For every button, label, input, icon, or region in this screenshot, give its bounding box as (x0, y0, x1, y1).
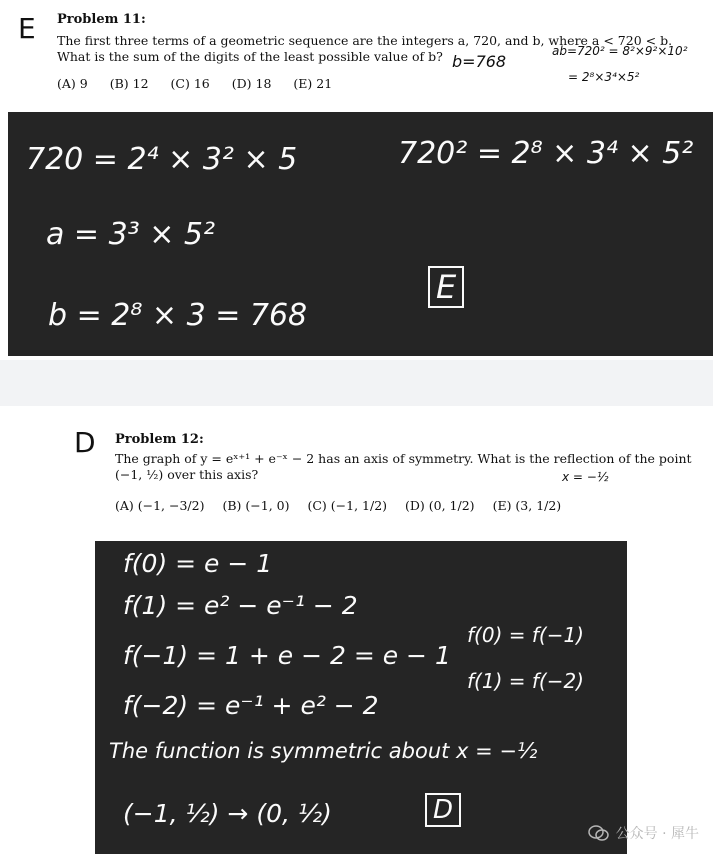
choice-d: (D) (0, 1/2) (405, 498, 475, 513)
board1-line-1: 720 = 2⁴ × 3² × 5 (26, 142, 298, 177)
choice-c: (C) 16 (170, 76, 210, 91)
problem-11-choices (57, 76, 332, 91)
choice-a: (A) (−1, −3/2) (115, 498, 205, 513)
board2-line-3: f(−1) = 1 + e − 2 = e − 1 (123, 641, 451, 670)
board1-line-2: 720² = 2⁸ × 3⁴ × 5² (398, 136, 694, 171)
problem-11-title: Problem 11: (57, 12, 146, 27)
blackboard-11 (8, 112, 713, 356)
watermark (588, 823, 699, 843)
board2-side-1: f(0) = f(−1) (467, 623, 584, 647)
choice-e: (E) 21 (293, 76, 333, 91)
board2-answer-box: D (425, 793, 461, 827)
board1-line-4: b = 2⁸ × 3 = 768 (48, 298, 308, 333)
note-axis: x = −½ (562, 470, 609, 484)
board1-answer (428, 266, 464, 308)
choice-b: (B) 12 (109, 76, 149, 91)
handwritten-answer-12: D (74, 426, 96, 459)
choice-e: (E) (3, 1/2) (492, 498, 562, 513)
note-ab-1: ab=720² = 8²×9²×10² (552, 44, 688, 58)
board2-answer (425, 793, 461, 827)
problem-11-card (0, 0, 713, 360)
board2-line-1: f(0) = e − 1 (123, 549, 273, 578)
board1-answer-box: E (428, 266, 464, 308)
problem-12-line-2: (−1, ½) over this axis? (115, 467, 259, 482)
problem-12-title: Problem 12: (115, 432, 204, 447)
choice-d: (D) 18 (231, 76, 272, 91)
handwritten-answer-11: E (18, 12, 36, 45)
board2-line-2: f(1) = e² − e⁻¹ − 2 (123, 591, 358, 620)
board2-side-2: f(1) = f(−2) (467, 669, 584, 693)
choice-b: (B) (−1, 0) (222, 498, 290, 513)
note-b-value: b=768 (452, 52, 507, 71)
board2-line-4: f(−2) = e⁻¹ + e² − 2 (123, 691, 379, 720)
board1-line-3: a = 3³ × 5² (46, 217, 216, 252)
problem-12-choices (115, 498, 561, 513)
watermark-text: 公众号 · 犀牛 (615, 826, 699, 842)
choice-a: (A) 9 (57, 76, 88, 91)
board2-line-6: (−1, ½) → (0, ½) (123, 799, 332, 828)
blackboard-12 (95, 541, 627, 854)
problem-12-card (0, 406, 713, 857)
problem-12-line-1: The graph of y = eˣ⁺¹ + e⁻ˣ − 2 has an axis of symmetry. What is the reflection of the point (115, 451, 692, 466)
board2-line-5: The function is symmetric about x = −½ (109, 739, 538, 763)
note-ab-2: = 2⁸×3⁴×5² (568, 70, 640, 84)
problem-11-line-2: What is the sum of the digits of the least possible value of b? (57, 49, 443, 64)
problem-11-line-1: The first three terms of a geometric sequence are the integers a, 720, and b, where a < 720 < b. (57, 33, 673, 48)
wechat-icon (588, 824, 610, 842)
choice-c: (C) (−1, 1/2) (307, 498, 388, 513)
